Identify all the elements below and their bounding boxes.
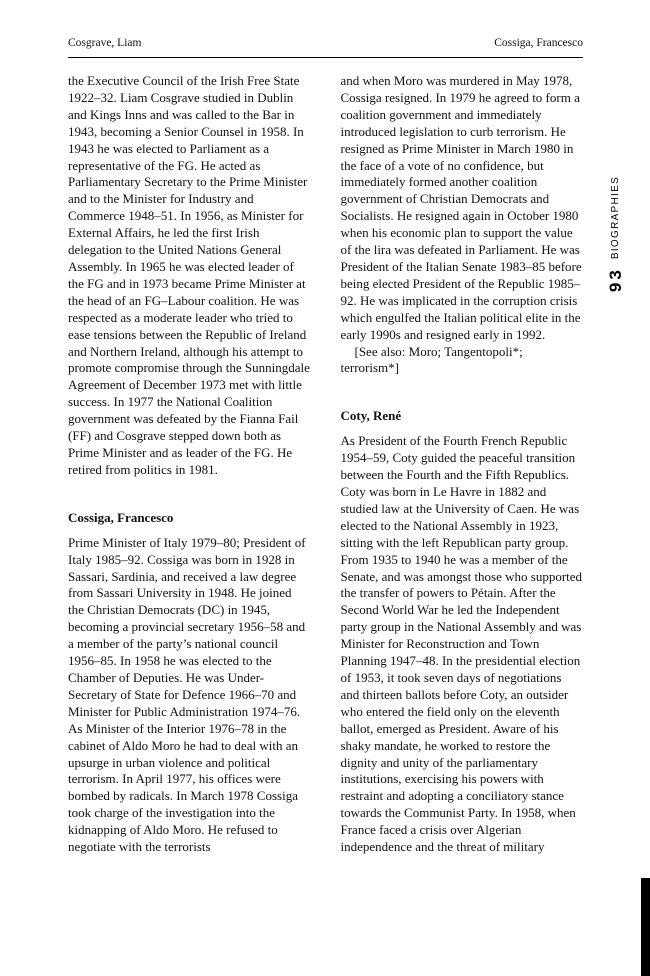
section-marker (606, 176, 626, 292)
entry-body-cossiga-continued: and when Moro was murdered in May 1978, Cossiga resigned. In 1979 he agreed to form a coalition government and immediately introduced legislation to curb terrorism. He resigned as Prime Minister in March 1980 in the face of a vote of no confidence, but immediately formed another coalition government of Christian Democrats and Socialists. He resigned again in October 1980 when his economic plan to support the value of the lira was defeated in Parliament. He was President of the Italian Senate 1983–85 before being elected President of the Republic 1985–92. He was implicated in the corruption crisis which engulfed the Italian political elite in the early 1990s and resigned early in 1992. (340, 73, 582, 342)
entry-body-cosgrave: the Executive Council of the Irish Free State 1922–32. Liam Cosgrave studied in Dublin and Kings Inns and was called to the Bar in 1943, becoming a Senior Counsel in 1958. In 1943 he was elected to Parliament as a representative of the FG. He acted as Parliamentary Secretary to the Prime Minister and to the Minister for Industry and Commerce 1948–51. In 1956, as Minister for External Affairs, he led the first Irish delegation to the United Nations General Assembly. In 1965 he was elected leader of the FG and in 1973 became Prime Minister at the head of an FG–Labour coalition. He was respected as a moderate leader who tried to ease tensions between the Republic of Ireland and Northern Ireland, although his attempt to promote compromise through the Sunningdale Agreement of December 1973 met with little success. In 1977 the National Coalition government was defeated by the Fianna Fail (FF) and Cosgrave stepped down both as Prime Minister and as leader of the FG. He retired from politics in 1981. (68, 73, 310, 477)
section-label: BIOGRAPHIES (610, 176, 621, 260)
entry-body-coty: As President of the Fourth French Republic 1954–59, Coty guided the peaceful transition between the Fourth and the Fifth Republics. Coty was born in Le Havre in 1882 and studied law at the University of Caen. He was elected to the National Assembly in 1923, sitting with the left Republican party group. From 1935 to 1940 he was a member of the Senate, and was amongst those who supported the transfer of powers to Pétain. After the Second World War he led the Independent party group in the National Assembly and was Minister for Reconstruction and Town Planning 1947–48. In the presidential election of 1953, it took seven days of negotiations and thirteen ballots before Coty, an outsider who entered the field only on the eleventh ballot, emerged as President. Aware of his shaky mandate, he worked to restore the dignity and unity of the parliamentary institutions, exercising his powers with restraint and adopting a conciliatory stance towards the Communist Party. In 1958, when France faced a crisis over Algerian independence and the threat of military (340, 433, 583, 855)
header-right-name: Cossiga, Francesco (494, 37, 583, 49)
entry-body-cossiga: Prime Minister of Italy 1979–80; President of Italy 1985–92. Cossiga was born in 1928 in Sassari, Sardinia, and received a law degree from Sassari University in 1948. He joined the Christian Democrats (DC) in 1945, becoming a provincial secretary 1956–58 and a member of the party’s national council 1956–85. In 1958 he was elected to the Chamber of Deputies. He was Under-Secretary of State for Defence 1966–70 and Minister for Public Administration 1974–76. As Minister of the Interior 1976–78 in the cabinet of Aldo Moro he had to deal with an upsurge in urban violence and political terrorism. In April 1977, his offices were bombed by radicals. In March 1978 Cossiga took charge of the investigation into the kidnapping of Aldo Moro. He refused to negotiate with the terrorists (68, 534, 306, 855)
see-also-note: [See also: Moro; Tangentopoli*; terrorism*] (340, 343, 523, 376)
text-columns (0, 58, 650, 856)
header-left-name: Cosgrave, Liam (68, 37, 142, 49)
edge-tab-bar (641, 878, 650, 976)
page-header (0, 0, 650, 50)
entry-heading-cossiga: Cossiga, Francesco (68, 509, 174, 525)
column-left (68, 73, 311, 856)
column-right (341, 73, 584, 856)
entry-heading-coty: Coty, René (340, 408, 402, 424)
sidebar-tab (606, 176, 626, 297)
page-number: 93 (606, 267, 625, 293)
